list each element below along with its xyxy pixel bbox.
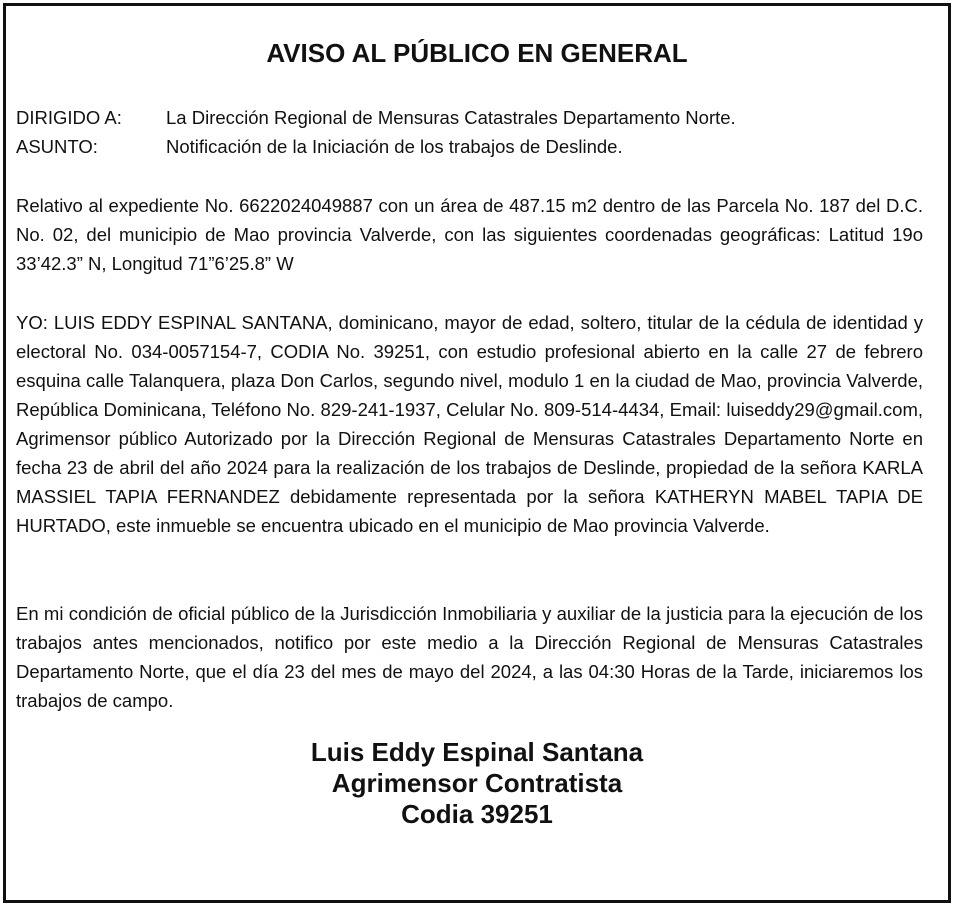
asunto-row xyxy=(16,132,916,161)
notice-title: AVISO AL PÚBLICO EN GENERAL xyxy=(266,38,688,68)
signature-name: Luis Eddy Espinal Santana xyxy=(310,737,644,767)
asunto-value: Notificación de la Iniciación de los trabajos de Deslinde. xyxy=(166,136,623,157)
asunto-label: ASUNTO: xyxy=(16,136,98,157)
paragraph-notification: En mi condición de oficial público de la Jurisdicción Inmobiliaria y auxiliar de la justicia para la ejecución de los trabajos antes mencionados, notifico por este medio a la Dirección Regional de Mensuras Catastrales Departamento Norte, que el día 23 del mes de mayo del 2024, a las 04:30 Horas de la Tarde, iniciaremos los trabajos de campo. xyxy=(16,603,923,711)
signature-codia: Codia 39251 xyxy=(401,799,553,829)
dirigido-value: La Dirección Regional de Mensuras Catastrales Departamento Norte. xyxy=(166,107,736,128)
paragraph-declaration: YO: LUIS EDDY ESPINAL SANTANA, dominicano, mayor de edad, soltero, titular de la cédula de identidad y electoral No. 034-0057154-7, CODIA No. 39251, con estudio profesional abierto en la calle 27 de febrero esquina calle Talanquera, plaza Don Carlos, segundo nivel, modulo 1 en la ciudad de Mao, provincia Valverde, República Dominicana, Teléfono No. 829-241-1937, Celular No. 809-514-4434, Email: luiseddy29@gmail.com, Agrimensor público Autorizado por la Dirección Regional de Mensuras Catastrales Departamento Norte en fecha 23 de abril del año 2024 para la realización de los trabajos de Deslinde, propiedad de la señora KARLA MASSIEL TAPIA FERNANDEZ debidamente representada por la señora KATHERYN MABEL TAPIA DE HURTADO, este inmueble se encuentra ubicado en el municipio de Mao provincia Valverde. xyxy=(16,312,923,536)
signature-block xyxy=(0,737,954,830)
notice-header xyxy=(16,103,916,161)
dirigido-row xyxy=(16,103,916,132)
paragraph-expediente: Relativo al expediente No. 6622024049887 con un área de 487.15 m2 dentro de las Parcela No. 187 del D.C. No. 02, del municipio de Mao provincia Valverde, con las siguientes coordenadas geográficas: Latitud 19o 33’42.3” N, Longitud 71”6’25.8” W xyxy=(16,195,923,274)
signature-role: Agrimensor Contratista xyxy=(331,768,623,798)
dirigido-label: DIRIGIDO A: xyxy=(16,107,122,128)
